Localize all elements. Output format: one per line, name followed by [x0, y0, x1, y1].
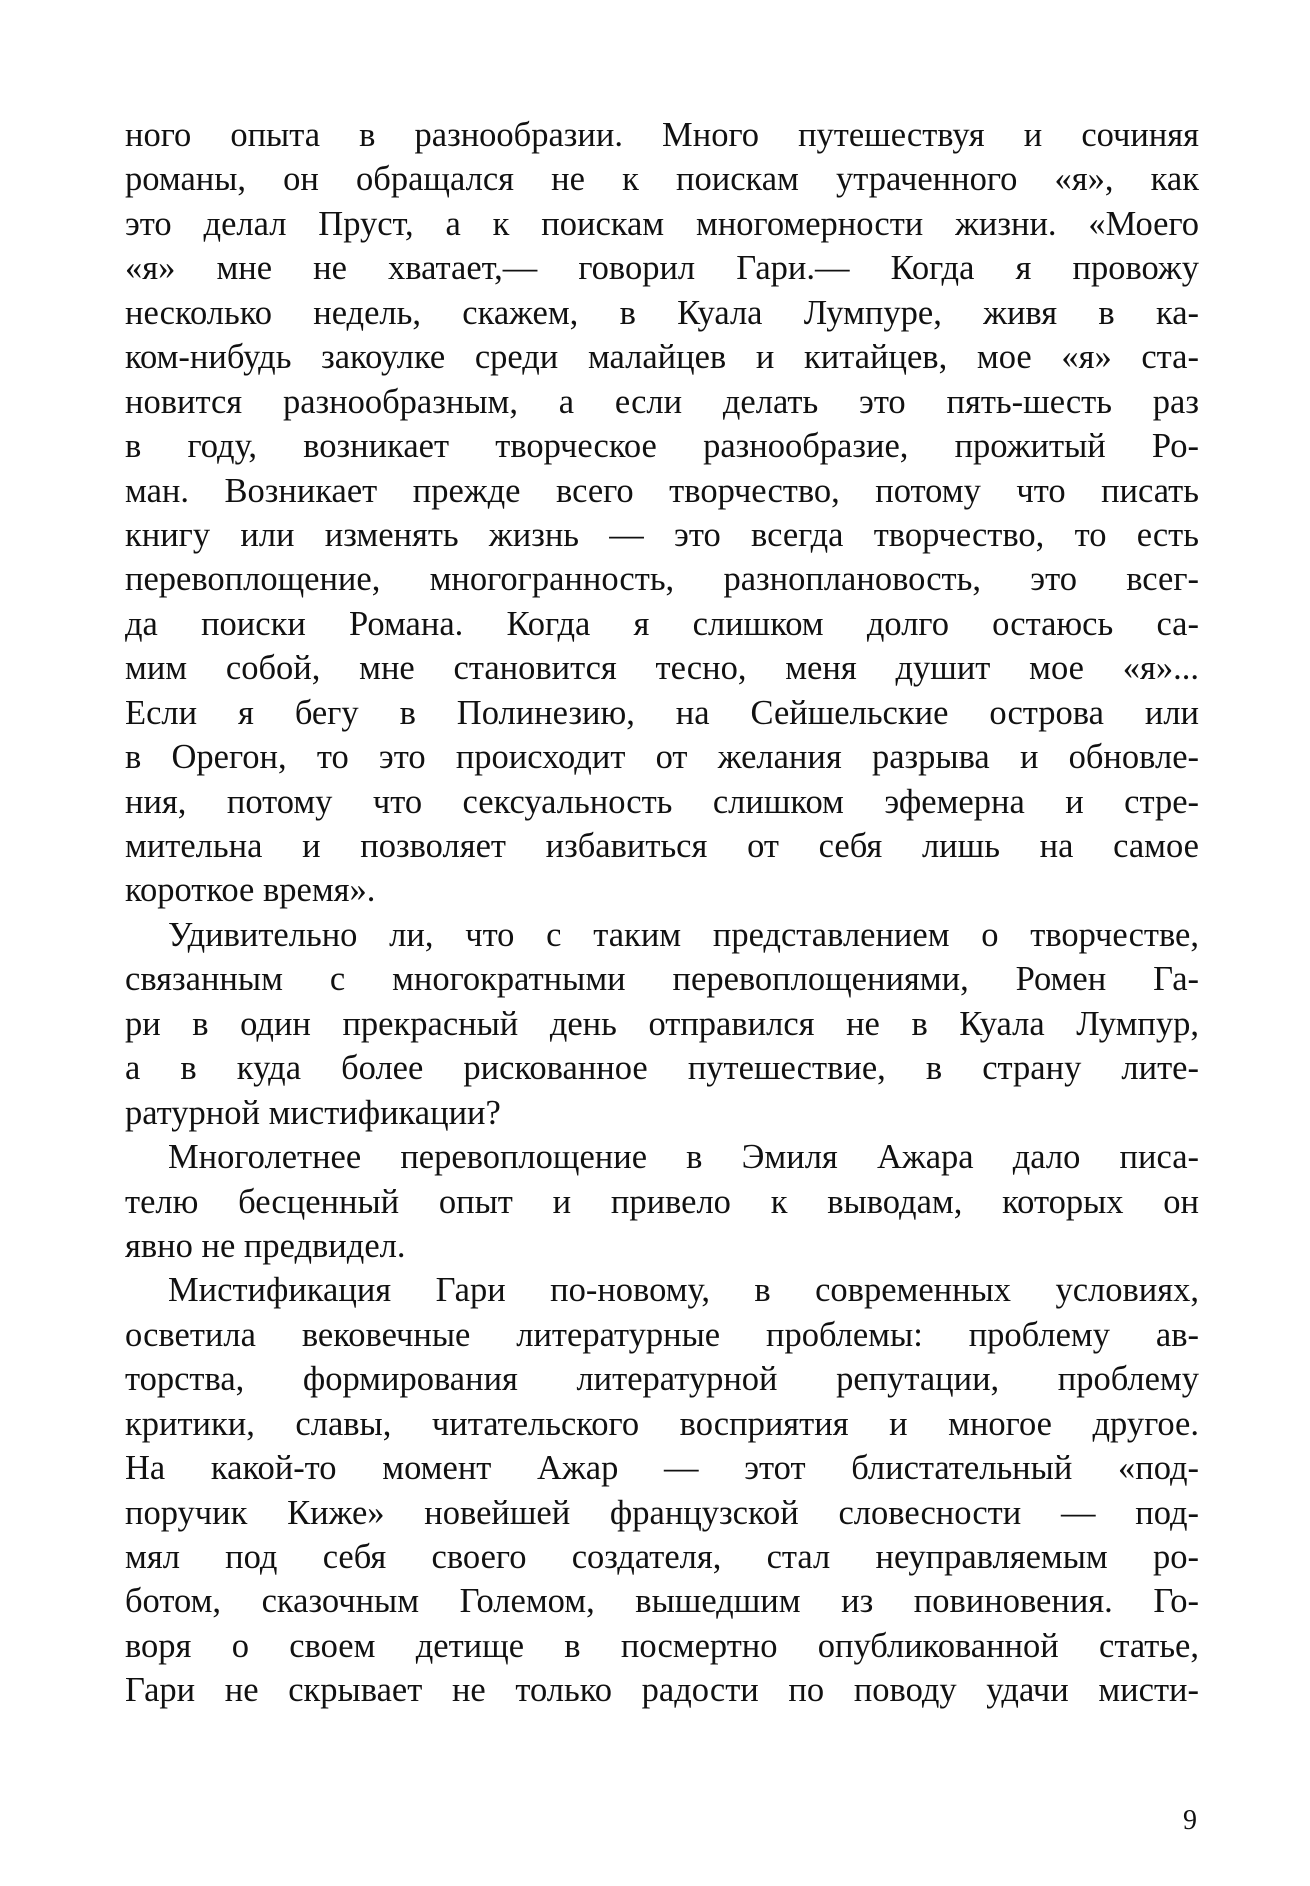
text-line: ния, потому что сексуальность слишком эфемерна и стре-: [125, 782, 1199, 821]
text-line: ботом, сказочным Големом, вышедшим из повиновения. Го-: [125, 1582, 1199, 1621]
text-line: перевоплощение, многогранность, разноплановость, это всег-: [125, 560, 1199, 599]
text-line: мим собой, мне становится тесно, меня душит мое «я»...: [125, 649, 1199, 688]
text-line: Гари не скрывает не только радости по поводу удачи мисти-: [125, 1671, 1199, 1710]
text-line: в Орегон, то это происходит от желания разрыва и обновле-: [125, 738, 1199, 777]
text-line: связанным с многократными перевоплощениями, Ромен Га-: [125, 960, 1199, 999]
text-line: осветила вековечные литературные проблемы: проблему ав-: [125, 1315, 1199, 1354]
text-line: Удивительно ли, что с таким представлением о творчестве,: [168, 915, 1199, 954]
text-line: в году, возникает творческое разнообразие, прожитый Ро-: [125, 427, 1199, 466]
text-line: ман. Возникает прежде всего творчество, потому что писать: [125, 471, 1199, 510]
text-line: мительна и позволяет избавиться от себя лишь на самое: [125, 827, 1199, 865]
text-line: Многолетнее перевоплощение в Эмиля Ажара дало писа-: [168, 1138, 1199, 1177]
text-line: Мистификация Гари по-новому, в современных условиях,: [168, 1271, 1199, 1310]
text-line: воря о своем детище в посмертно опубликованной статье,: [125, 1626, 1199, 1665]
text-line: На какой-то момент Ажар — этот блистательный «под-: [125, 1449, 1199, 1488]
text-line: Если я бегу в Полинезию, на Сейшельские острова или: [125, 693, 1199, 732]
text-line: ри в один прекрасный день отправился не в Куала Лумпур,: [125, 1004, 1199, 1043]
text-line: книгу или изменять жизнь — это всегда творчество, то есть: [125, 515, 1199, 554]
text-line: это делал Пруст, а к поискам многомерности жизни. «Моего: [125, 204, 1199, 243]
body-text: [125, 113, 1199, 1713]
text-line: короткое время».: [125, 871, 376, 910]
text-line: явно не предвидел.: [125, 1226, 406, 1265]
text-line: поручик Киже» новейшей французской словесности — под-: [125, 1493, 1199, 1532]
page-number: 9: [1183, 1805, 1197, 1836]
text-line: мял под себя своего создателя, стал неуправляемым ро-: [125, 1538, 1199, 1576]
text-line: романы, он обращался не к поискам утраченного «я», как: [125, 160, 1199, 199]
text-line: ком-нибудь закоулке среди малайцев и китайцев, мое «я» ста-: [125, 338, 1199, 377]
text-line: новится разнообразным, а если делать это пять-шесть раз: [125, 382, 1199, 421]
text-line: несколько недель, скажем, в Куала Лумпуре, живя в ка-: [125, 293, 1199, 332]
text-line: торства, формирования литературной репутации, проблему: [125, 1360, 1199, 1399]
text-line: критики, славы, читательского восприятия и многое другое.: [125, 1404, 1199, 1443]
text-line: а в куда более рискованное путешествие, в страну лите-: [125, 1049, 1199, 1088]
text-line: телю бесценный опыт и привело к выводам, которых он: [125, 1182, 1199, 1221]
text-line: да поиски Романа. Когда я слишком долго остаюсь са-: [125, 604, 1199, 643]
text-line: ного опыта в разнообразии. Много путешествуя и сочиняя: [125, 116, 1199, 154]
text-line: «я» мне не хватает,— говорил Гари.— Когда я провожу: [125, 249, 1199, 288]
text-line: ратурной мистификации?: [125, 1093, 501, 1132]
